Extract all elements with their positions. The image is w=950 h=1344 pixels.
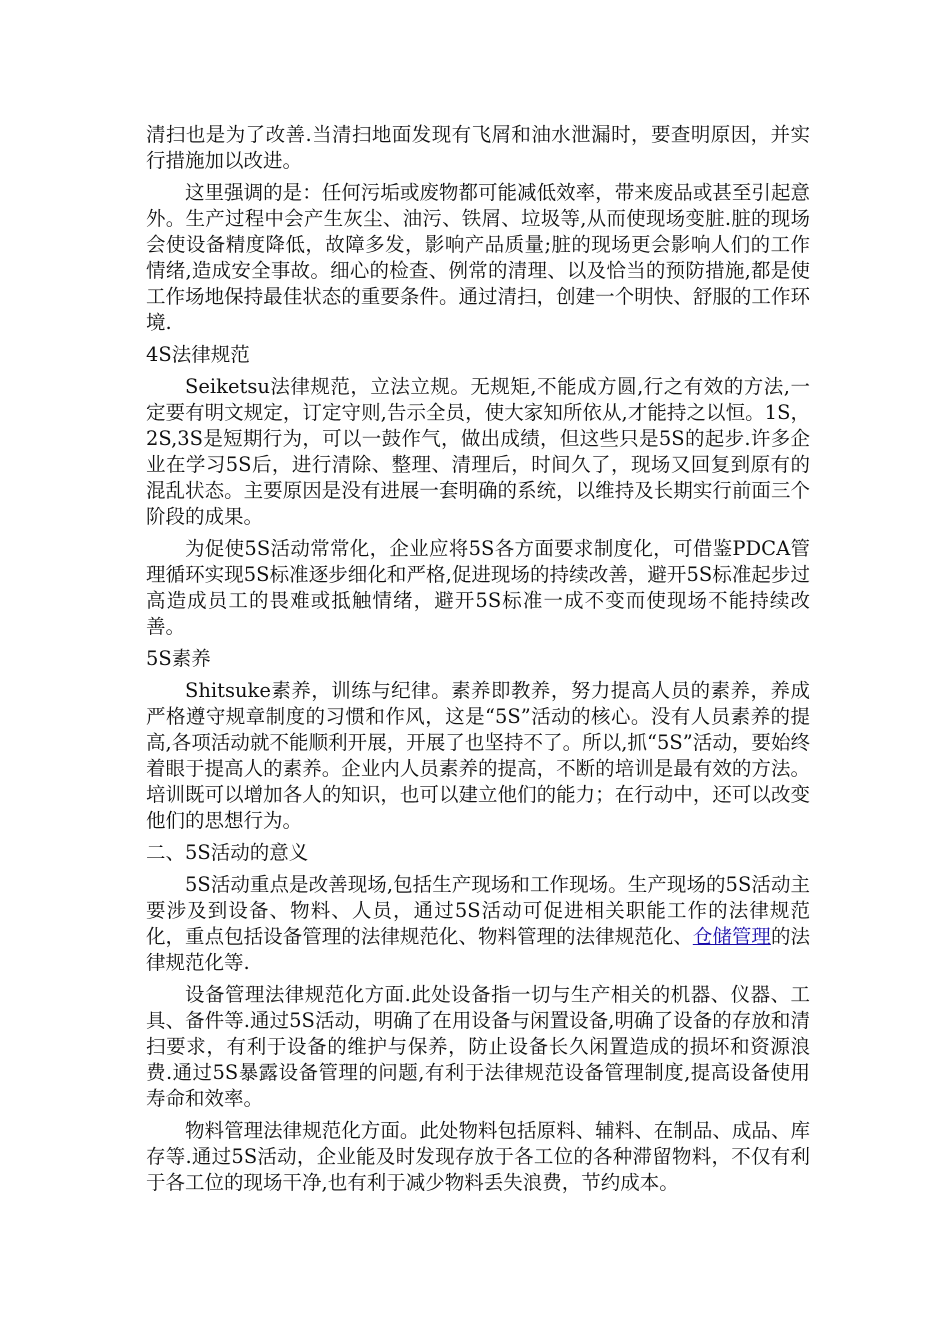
paragraph-cleaning-improvement: 清扫也是为了改善.当清扫地面发现有飞屑和油水泄漏时，要查明原因，并实行措施加以改进。 xyxy=(146,123,810,172)
heading-4s-standardize: 4S法律规范 xyxy=(146,343,250,366)
paragraph-5s-focus xyxy=(146,872,810,976)
warehouse-management-link[interactable]: 仓储管理 xyxy=(692,925,771,948)
paragraph-5s-focus-text-before: 5S活动重点是改善现场,包括生产现场和工作现场。生产现场的5S活动主要涉及到设备、物料、人员，通过5S活动可促进相关职能工作的法律规范化，重点包括设备管理的法律规范化、物料管理的法律规范化、 xyxy=(146,873,810,948)
paragraph-5s-focus-text-after: 的法律规范化等. xyxy=(146,925,810,974)
paragraph-material-management: 物料管理法律规范化方面。此处物料包括原料、辅料、在制品、成品、库存等.通过5S活动，企业能及时发现存放于各工位的各种滞留物料，不仅有利于各工位的现场干净,也有利于减少物料丢失浪费，节约成本。 xyxy=(146,1119,810,1194)
paragraph-pdca: 为促使5S活动常常化，企业应将5S各方面要求制度化，可借鉴PDCA管理循环实现5S标准逐步细化和严格,促进现场的持续改善，避开5S标准起步过高造成员工的畏难或抵触情绪，避开5S标准一成不变而使现场不能持续改善。 xyxy=(146,537,810,638)
heading-5s-meaning: 二、5S活动的意义 xyxy=(146,841,309,864)
paragraph-cleaning-emphasis: 这里强调的是：任何污垢或废物都可能减低效率，带来废品或甚至引起意外。生产过程中会产生灰尘、油污、铁屑、垃圾等,从而使现场变脏.脏的现场会使设备精度降低，故障多发，影响产品质量;脏的现场更会影响人们的工作情绪,造成安全事故。细心的检查、例常的清理、以及恰当的预防措施,都是使工作场地保持最佳状态的重要条件。通过清扫，创建一个明快、舒服的工作环境. xyxy=(146,181,810,334)
heading-5s-discipline: 5S素养 xyxy=(146,647,211,670)
paragraph-seiketsu: Seiketsu法律规范，立法立规。无规矩,不能成方圆,行之有效的方法,一定要有明文规定，订定守则,告示全员，使大家知所依从,才能持之以恒。1S，2S,3S是短期行为，可以一鼓作气，做出成绩，但这些只是5S的起步.许多企业在学习5S后，进行清除、整理、清理后，时间久了，现场又回复到原有的混乱状态。主要原因是没有进展一套明确的系统，以维持及长期实行前面三个阶段的成果。 xyxy=(146,375,810,528)
paragraph-shitsuke: Shitsuke素养，训练与纪律。素养即教养，努力提高人员的素养，养成严格遵守规章制度的习惯和作风，这是“5S”活动的核心。没有人员素养的提高,各项活动就不能顺利开展，开展了也坚持不了。所以,抓“5S”活动，要始终着眼于提高人的素养。企业内人员素养的提高，不断的培训是最有效的方法。培训既可以增加各人的知识，也可以建立他们的能力；在行动中，还可以改变他们的思想行为。 xyxy=(146,679,810,832)
document-page xyxy=(146,122,810,1202)
paragraph-equipment-management: 设备管理法律规范化方面.此处设备指一切与生产相关的机器、仪器、工具、备件等.通过5S活动，明确了在用设备与闲置设备,明确了设备的存放和清扫要求，有利于设备的维护与保养，防止设备长久闲置造成的损坏和资源浪费.通过5S暴露设备管理的问题,有利于法律规范设备管理制度,提高设备使用寿命和效率。 xyxy=(146,983,810,1110)
